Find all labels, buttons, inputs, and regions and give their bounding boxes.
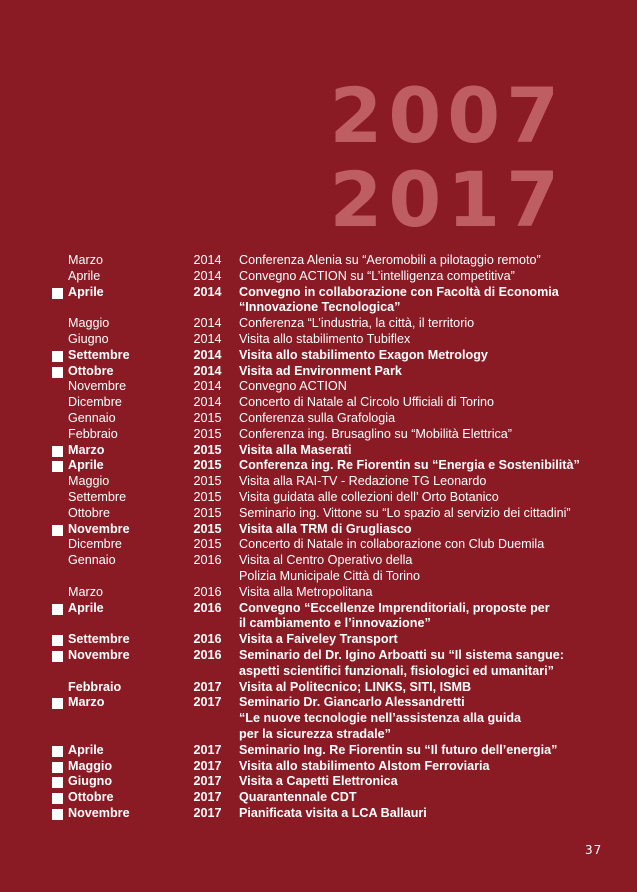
years-heading <box>329 71 565 244</box>
timeline-event <box>239 253 612 269</box>
marker-cell <box>52 332 68 348</box>
timeline-month: Aprile <box>68 458 104 473</box>
square-bullet-icon <box>52 793 63 804</box>
timeline-row <box>52 316 612 332</box>
marker-cell <box>52 474 68 490</box>
timeline-row <box>52 395 612 411</box>
marker-cell <box>52 316 68 332</box>
marker-cell <box>52 601 68 617</box>
timeline-year: 2014 <box>193 253 222 267</box>
timeline-row <box>52 458 612 474</box>
marker-cell <box>52 806 68 822</box>
timeline-event <box>239 379 612 395</box>
timeline-year: 2015 <box>193 474 222 489</box>
timeline-year: 2015 <box>193 426 222 441</box>
timeline-month: Novembre <box>68 521 130 536</box>
timeline-month: Marzo <box>68 253 103 267</box>
timeline-row <box>52 490 612 506</box>
timeline-month: Giugno <box>68 331 109 346</box>
timeline-month: Marzo <box>68 695 105 710</box>
marker-cell <box>52 427 68 443</box>
timeline-row <box>52 348 612 364</box>
timeline-row <box>52 695 612 742</box>
timeline-month: Novembre <box>68 805 130 820</box>
timeline-event-line: per la sicurezza stradale” <box>239 726 391 741</box>
timeline-event <box>239 774 612 790</box>
marker-cell <box>52 759 68 775</box>
timeline-year: 2016 <box>193 632 222 647</box>
timeline-month: Aprile <box>68 268 101 283</box>
timeline-event-line: Seminario Dr. Giancarlo Alessandretti <box>239 695 465 710</box>
timeline-row <box>52 411 612 427</box>
timeline-event <box>239 316 612 332</box>
timeline-event <box>239 395 612 411</box>
timeline-event-line: Visita alla TRM di Grugliasco <box>239 521 412 536</box>
timeline-event-line: Visita allo stabilimento Tubiflex <box>239 331 411 346</box>
timeline-event <box>239 364 612 380</box>
timeline-event-line: Visita alla RAI-TV - Redazione TG Leonardo <box>239 474 487 489</box>
timeline-month: Febbraio <box>68 426 118 441</box>
timeline-row <box>52 522 612 538</box>
timeline-row <box>52 474 612 490</box>
timeline-event <box>239 537 612 553</box>
timeline-month: Novembre <box>68 647 130 662</box>
timeline-year: 2015 <box>193 521 222 536</box>
timeline-event-line: Concerto di Natale al Circolo Ufficiali di Torino <box>239 395 495 410</box>
timeline-row <box>52 743 612 759</box>
square-bullet-icon <box>52 525 63 536</box>
timeline-event-line: Convegno in collaborazione con Facoltà di Economia <box>239 284 559 299</box>
timeline-event <box>239 648 612 680</box>
timeline-event-line: Conferenza ing. Brusaglino su “Mobilità Elettrica” <box>239 426 512 441</box>
square-bullet-icon <box>52 288 63 299</box>
timeline-event-line: Visita alla Metropolitana <box>239 584 373 599</box>
timeline-month: Giugno <box>68 774 113 789</box>
marker-cell <box>52 585 68 601</box>
year-start: 2007 <box>329 71 565 160</box>
square-bullet-icon <box>52 777 63 788</box>
timeline-row <box>52 332 612 348</box>
timeline-event <box>239 285 612 317</box>
timeline-event <box>239 427 612 443</box>
timeline-month: Ottobre <box>68 790 114 805</box>
timeline-event-line: il cambiamento e l’innovazione” <box>239 616 431 631</box>
marker-cell <box>52 680 68 696</box>
square-bullet-icon <box>52 635 63 646</box>
timeline-year: 2017 <box>193 758 222 773</box>
timeline-row <box>52 585 612 601</box>
timeline-month: Maggio <box>68 316 110 331</box>
timeline-year: 2016 <box>193 600 222 615</box>
square-bullet-icon <box>52 746 63 757</box>
timeline-event <box>239 790 612 806</box>
timeline-year: 2017 <box>193 774 222 789</box>
timeline-year: 2014 <box>193 316 222 331</box>
timeline-event-line: Conferenza Alenia su “Aeromobili a pilotaggio remoto” <box>239 253 541 267</box>
timeline-year: 2016 <box>193 647 222 662</box>
timeline-event-line: Visita allo stabilimento Exagon Metrology <box>239 347 488 362</box>
timeline-list <box>52 253 612 822</box>
square-bullet-icon <box>52 446 63 457</box>
marker-cell <box>52 790 68 806</box>
timeline-event-line: Visita guidata alle collezioni dell’ Orto Botanico <box>239 489 499 504</box>
timeline-row <box>52 774 612 790</box>
timeline-event-line: Conferenza “L’industria, la città, il territorio <box>239 316 475 331</box>
marker-cell <box>52 537 68 553</box>
timeline-event-line: Visita al Politecnico; LINKS, SITI, ISMB <box>239 679 472 694</box>
square-bullet-icon <box>52 809 63 820</box>
marker-cell <box>52 774 68 790</box>
timeline-month: Febbraio <box>68 679 122 694</box>
timeline-month: Maggio <box>68 758 113 773</box>
timeline-event <box>239 490 612 506</box>
timeline-event-line: Pianificata visita a LCA Ballauri <box>239 805 427 820</box>
timeline-row <box>52 553 612 585</box>
timeline-event <box>239 411 612 427</box>
timeline-event-line: Visita a Faiveley Transport <box>239 632 398 647</box>
timeline-row <box>52 632 612 648</box>
timeline-event <box>239 348 612 364</box>
timeline-month: Gennaio <box>68 410 116 425</box>
timeline-year: 2015 <box>193 489 222 504</box>
timeline-row <box>52 427 612 443</box>
marker-cell <box>52 364 68 380</box>
square-bullet-icon <box>52 762 63 773</box>
timeline-year: 2014 <box>193 395 222 410</box>
year-end: 2017 <box>329 155 565 244</box>
timeline-row <box>52 285 612 317</box>
timeline-event-line: “Innovazione Tecnologica” <box>239 300 401 315</box>
square-bullet-icon <box>52 651 63 662</box>
timeline-row <box>52 253 612 269</box>
timeline-month: Ottobre <box>68 505 110 520</box>
timeline-year: 2017 <box>193 790 222 805</box>
timeline-year: 2014 <box>193 331 222 346</box>
timeline-event-line: “Le nuove tecnologie nell’assistenza alla guida <box>239 711 522 726</box>
square-bullet-icon <box>52 698 63 709</box>
marker-cell <box>52 553 68 569</box>
timeline-year: 2015 <box>193 505 222 520</box>
square-bullet-icon <box>52 367 63 378</box>
timeline-event-line: aspetti scientifici funzionali, fisiologici ed umanitari” <box>239 663 554 678</box>
timeline-row <box>52 269 612 285</box>
timeline-year: 2016 <box>193 584 222 599</box>
timeline-event-line: Concerto di Natale in collaborazione con Club Duemila <box>239 537 545 552</box>
timeline-event <box>239 553 612 585</box>
timeline-year: 2014 <box>193 347 222 362</box>
timeline-year: 2017 <box>193 805 222 820</box>
timeline-year: 2014 <box>193 268 222 283</box>
timeline-event <box>239 474 612 490</box>
timeline-row <box>52 601 612 633</box>
timeline-event-line: Seminario del Dr. Igino Arboatti su “Il sistema sangue: <box>239 647 564 662</box>
timeline-row <box>52 506 612 522</box>
timeline-month: Maggio <box>68 474 110 489</box>
timeline-row <box>52 680 612 696</box>
timeline-event <box>239 458 612 474</box>
timeline-event-line: Visita al Centro Operativo della <box>239 553 413 568</box>
timeline-event-line: Convegno “Eccellenze Imprenditoriali, proposte per <box>239 600 550 615</box>
timeline-year: 2015 <box>193 458 222 473</box>
timeline-year: 2014 <box>193 284 222 299</box>
square-bullet-icon <box>52 351 63 362</box>
timeline-row <box>52 379 612 395</box>
timeline-year: 2015 <box>193 442 222 457</box>
timeline-event-line: Visita allo stabilimento Alstom Ferroviaria <box>239 758 490 773</box>
timeline-event <box>239 269 612 285</box>
timeline-year: 2015 <box>193 410 222 425</box>
marker-cell <box>52 395 68 411</box>
marker-cell <box>52 695 68 711</box>
timeline-month: Dicembre <box>68 537 122 552</box>
marker-cell <box>52 348 68 364</box>
marker-cell <box>52 490 68 506</box>
square-bullet-icon <box>52 604 63 615</box>
timeline-month: Gennaio <box>68 553 116 568</box>
marker-cell <box>52 411 68 427</box>
timeline-row <box>52 364 612 380</box>
timeline-month: Marzo <box>68 442 105 457</box>
timeline-event <box>239 680 612 696</box>
timeline-month: Aprile <box>68 600 104 615</box>
timeline-event-line: Polizia Municipale Città di Torino <box>239 568 421 583</box>
timeline-month: Aprile <box>68 742 104 757</box>
timeline-year: 2017 <box>193 679 222 694</box>
timeline-event <box>239 585 612 601</box>
marker-cell <box>52 458 68 474</box>
timeline-month: Ottobre <box>68 363 114 378</box>
timeline-event-line: Visita alla Maserati <box>239 442 352 457</box>
timeline-event-line: Visita a Capetti Elettronica <box>239 774 398 789</box>
timeline-event-line: Conferenza ing. Re Fiorentin su “Energia e Sostenibilità” <box>239 458 580 473</box>
timeline-year: 2016 <box>193 553 222 568</box>
timeline-year: 2014 <box>193 363 222 378</box>
marker-cell <box>52 269 68 285</box>
timeline-event <box>239 806 612 822</box>
timeline-year: 2017 <box>193 742 222 757</box>
timeline-event <box>239 759 612 775</box>
marker-cell <box>52 506 68 522</box>
page-number: 37 <box>585 843 603 857</box>
timeline-row <box>52 443 612 459</box>
timeline-event <box>239 522 612 538</box>
timeline-year: 2014 <box>193 379 222 394</box>
timeline-event-line: Convegno ACTION <box>239 379 347 394</box>
timeline-row <box>52 790 612 806</box>
timeline-year: 2017 <box>193 695 222 710</box>
timeline-event-line: Seminario ing. Vittone su “Lo spazio al servizio dei cittadini” <box>239 505 571 520</box>
marker-cell <box>52 253 68 269</box>
marker-cell <box>52 285 68 301</box>
timeline-month: Settembre <box>68 632 130 647</box>
timeline-month: Settembre <box>68 489 127 504</box>
timeline-month: Novembre <box>68 379 127 394</box>
timeline-month: Dicembre <box>68 395 122 410</box>
marker-cell <box>52 632 68 648</box>
marker-cell <box>52 443 68 459</box>
timeline-event <box>239 601 612 633</box>
timeline-event <box>239 332 612 348</box>
marker-cell <box>52 379 68 395</box>
timeline-event-line: Conferenza sulla Grafologia <box>239 410 396 425</box>
timeline-event <box>239 506 612 522</box>
timeline-row <box>52 537 612 553</box>
timeline-event-line: Quarantennale CDT <box>239 790 357 805</box>
timeline-month: Settembre <box>68 347 130 362</box>
marker-cell <box>52 648 68 664</box>
timeline-event <box>239 695 612 742</box>
timeline-row <box>52 806 612 822</box>
marker-cell <box>52 743 68 759</box>
marker-cell <box>52 522 68 538</box>
timeline-event-line: Convegno ACTION su “L’intelligenza competitiva” <box>239 268 515 283</box>
timeline-event-line: Visita ad Environment Park <box>239 363 402 378</box>
square-bullet-icon <box>52 461 63 472</box>
timeline-event <box>239 443 612 459</box>
timeline-month: Marzo <box>68 584 103 599</box>
timeline-event <box>239 632 612 648</box>
timeline-event <box>239 743 612 759</box>
timeline-row <box>52 648 612 680</box>
timeline-event-line: Seminario Ing. Re Fiorentin su “Il futuro dell’energia” <box>239 742 558 757</box>
timeline-row <box>52 759 612 775</box>
timeline-year: 2015 <box>193 537 222 552</box>
timeline-month: Aprile <box>68 284 104 299</box>
